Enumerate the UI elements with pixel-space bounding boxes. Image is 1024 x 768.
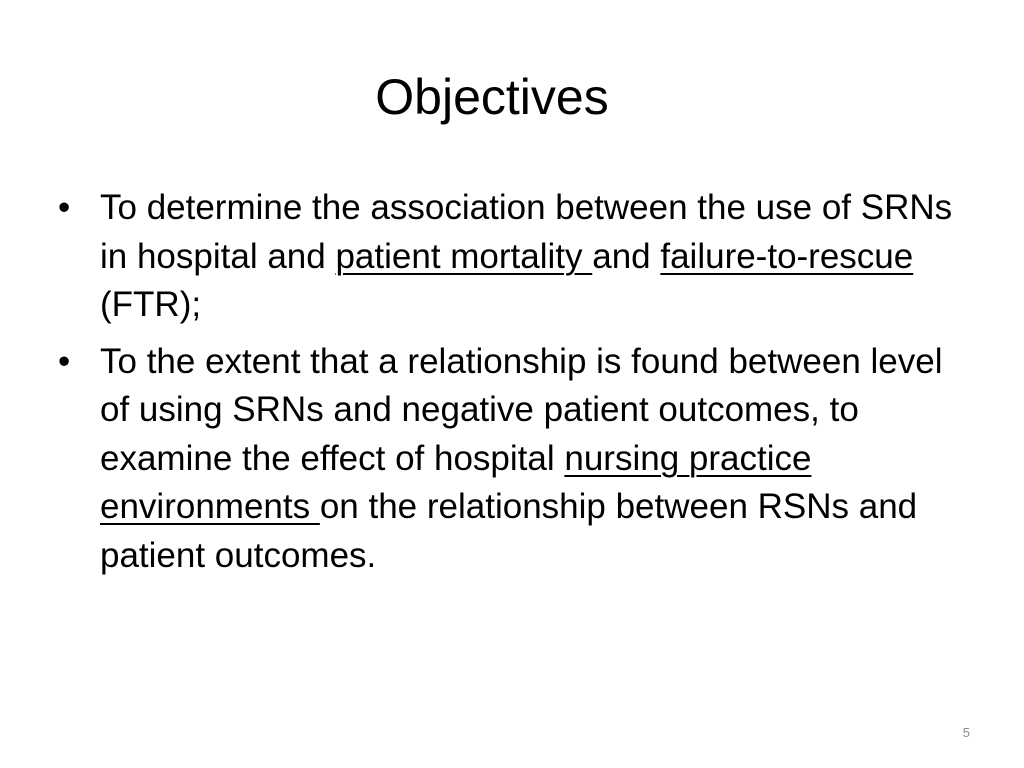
objective-2-text-part-2: on the relationship between RSNs and patient outcomes. <box>100 487 918 575</box>
failure-to-rescue-text: failure-to-rescue <box>660 236 914 276</box>
bullet-icon: • <box>58 188 71 227</box>
objectives-list <box>58 184 968 588</box>
objective-2-text-part-1: To the extent that a relationship is found between level of using SRNs and negative patient outcomes, to examine the effect of hospital <box>100 341 943 478</box>
objective-1-text-part-3: (FTR); <box>100 285 202 324</box>
objective-item-2 <box>58 338 968 581</box>
slide-title: Objectives <box>375 69 609 125</box>
objective-1-text-part-2: and <box>592 236 661 276</box>
page-number: 5 <box>962 725 970 740</box>
objective-item-1 <box>58 184 968 330</box>
nursing-practice-environments-text: nursing practice environments <box>100 438 812 526</box>
objective-1-text-part-1: To determine the association between the use of SRNs in hospital and <box>100 188 953 276</box>
bullet-icon: • <box>58 341 71 381</box>
patient-mortality-text: patient mortality <box>335 236 593 276</box>
